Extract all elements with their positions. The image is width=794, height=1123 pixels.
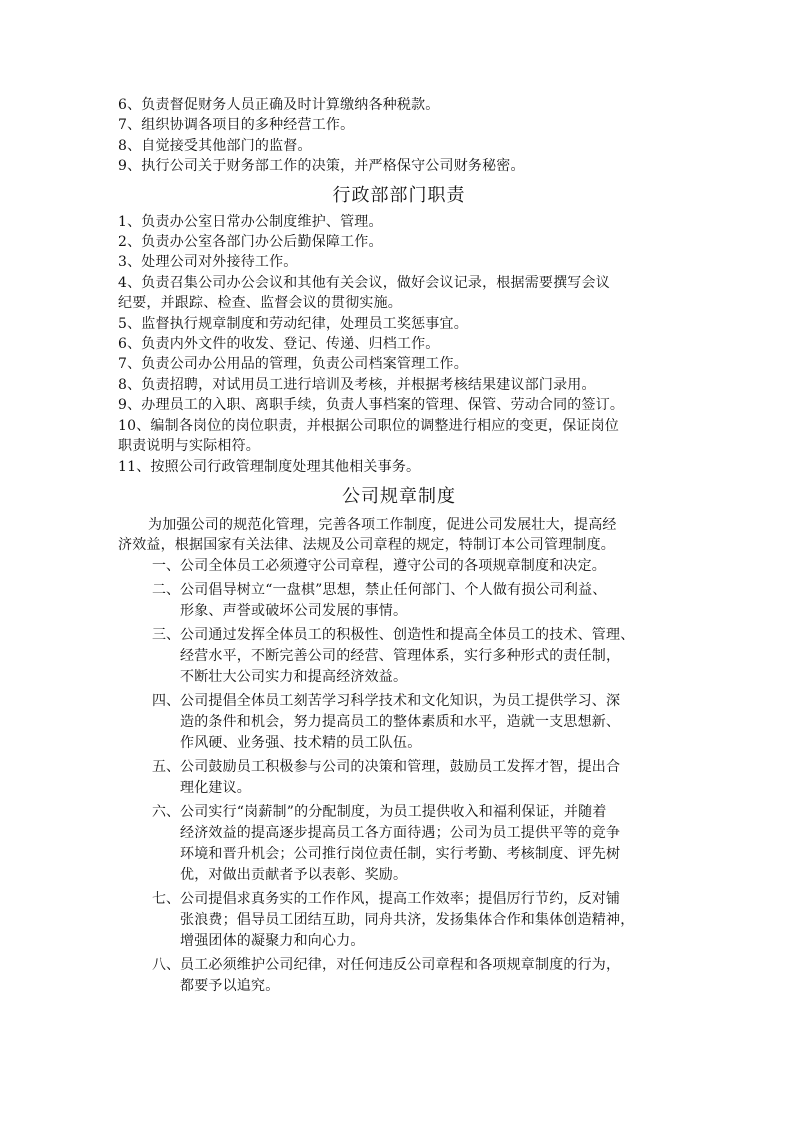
admin-duty-line: 10、编制各岗位的岗位职责，并根据公司职位的调整进行相应的变更，保证岗位: [118, 417, 620, 434]
document-page: [118, 95, 680, 1000]
rule-item: [118, 691, 680, 754]
admin-duty-line: 11、按照公司行政管理制度处理其他相关事务。: [118, 458, 421, 475]
rule-text: [180, 580, 680, 622]
rule-text: [180, 556, 680, 577]
rule-text-line: 公司全体员工必须遵守公司章程，遵守公司的各项规章制度和决定。: [180, 557, 606, 574]
rule-text-line: 都要予以追究。: [180, 977, 280, 994]
rule-item: [118, 580, 680, 622]
rule-text-line: 经济效益的提高逐步提高员工各方面待遇；公司为员工提供平等的竞争: [180, 824, 621, 841]
admin-duty-line: 1、负责办公室日常办公制度维护、管理。: [118, 213, 383, 230]
rule-number: 一、: [152, 557, 180, 574]
admin-duty-line: 4、负责召集公司办公会议和其他有关会议，做好会议记录，根据需要撰写会议: [118, 274, 610, 291]
rule-text-line: 优，对做出贡献者予以表彰、奖励。: [180, 866, 408, 883]
rule-text-line: 员工必须维护公司纪律，对任何违反公司章程和各项规章制度的行为，: [180, 956, 621, 973]
rules-intro-line: 济效益，根据国家有关法律、法规及公司章程的规定，特制订本公司管理制度。: [118, 537, 615, 554]
rule-number: 六、: [152, 803, 180, 820]
rule-text: [180, 889, 680, 952]
rule-number: 八、: [152, 956, 180, 973]
rule-item: [118, 625, 680, 688]
rule-number: 四、: [152, 692, 180, 709]
admin-duty-line: 9、办理员工的入职、离职手续，负责人事档案的管理、保管、劳动合同的签订。: [118, 397, 625, 414]
rule-item: [118, 556, 680, 577]
admin-duty-line: 6、负责内外文件的收发、登记、传递、归档工作。: [118, 336, 440, 353]
rule-number: 三、: [152, 626, 180, 643]
rule-text-line: 公司通过发挥全体员工的积极性、创造性和提高全体员工的技术、管理、: [180, 626, 635, 643]
rule-item: [118, 757, 680, 799]
rule-number: 五、: [152, 758, 180, 775]
rules-list: [118, 556, 680, 997]
admin-duty-line: 7、负责公司办公用品的管理，负责公司档案管理工作。: [118, 356, 468, 373]
admin-dept-heading: 行政部部门职责: [332, 184, 466, 206]
rule-text-line: 环境和晋升机会；公司推行岗位责任制，实行考勤、考核制度、评先树: [180, 845, 621, 862]
rule-text: [180, 802, 680, 886]
rule-text-line: 张浪费；倡导员工团结互助，同舟共济，发扬集体合作和集体创造精神，: [180, 911, 635, 928]
finance-duty-line: 9、执行公司关于财务部工作的决策，并严格保守公司财务秘密。: [118, 158, 525, 175]
rule-text-line: 造的条件和机会，努力提高员工的整体素质和水平，造就一支思想新、: [180, 713, 621, 730]
rule-text-line: 增强团体的凝聚力和向心力。: [180, 932, 365, 949]
rule-text-line: 形象、声誉或破坏公司发展的事情。: [180, 602, 408, 619]
rule-text-line: 不断壮大公司实力和提高经济效益。: [180, 668, 408, 685]
rule-text-line: 公司提倡全体员工刻苦学习科学技术和文化知识，为员工提供学习、深: [180, 692, 621, 709]
rule-text-line: 理化建议。: [180, 779, 251, 796]
admin-duty-line: 5、监督执行规章制度和劳动纪律，处理员工奖惩事宜。: [118, 315, 468, 332]
rules-intro-line: 为加强公司的规范化管理，完善各项工作制度，促进公司发展壮大，提高经: [148, 516, 617, 533]
rules-intro-paragraph: [118, 515, 680, 556]
admin-duty-line: 8、负责招聘，对试用员工进行培训及考核，并根据考核结果建议部门录用。: [118, 376, 596, 393]
rule-text: [180, 757, 680, 799]
rule-item: [118, 889, 680, 952]
finance-duty-line: 8、自觉接受其他部门的监督。: [118, 137, 312, 154]
rule-text: [180, 955, 680, 997]
rule-item: [118, 955, 680, 997]
rule-item: [118, 802, 680, 886]
rule-text-line: 公司倡导树立“一盘棋”思想，禁止任何部门、个人做有损公司利益、: [180, 581, 607, 598]
rule-text: [180, 625, 680, 688]
finance-duty-line: 6、负责督促财务人员正确及时计算缴纳各种税款。: [118, 97, 440, 113]
rule-text-line: 作风硬、业务强、技术精的员工队伍。: [180, 734, 422, 751]
rule-text-line: 经营水平，不断完善公司的经营、管理体系，实行多种形式的责任制，: [180, 647, 621, 664]
rule-number: 二、: [152, 581, 180, 598]
company-rules-heading: 公司规章制度: [342, 485, 456, 507]
admin-duty-line: 纪要，并跟踪、检查、监督会议的贯彻实施。: [118, 295, 402, 312]
finance-duty-line: 7、组织协调各项目的多种经营工作。: [118, 117, 355, 134]
admin-duties-list: [118, 212, 680, 477]
admin-duty-line: 2、负责办公室各部门办公后勤保障工作。: [118, 234, 383, 251]
finance-duties-continued: [118, 95, 680, 177]
admin-duty-line: 职责说明与实际相符。: [118, 438, 260, 455]
rule-text: [180, 691, 680, 754]
rule-text-line: 公司提倡求真务实的工作作风，提高工作效率；提倡厉行节约，反对铺: [180, 890, 621, 907]
admin-duty-line: 3、处理公司对外接待工作。: [118, 254, 298, 271]
rule-text-line: 公司实行“岗薪制”的分配制度，为员工提供收入和福利保证，并随着: [180, 803, 607, 820]
rule-text-line: 公司鼓励员工积极参与公司的决策和管理，鼓励员工发挥才智，提出合: [180, 758, 621, 775]
rule-number: 七、: [152, 890, 180, 907]
